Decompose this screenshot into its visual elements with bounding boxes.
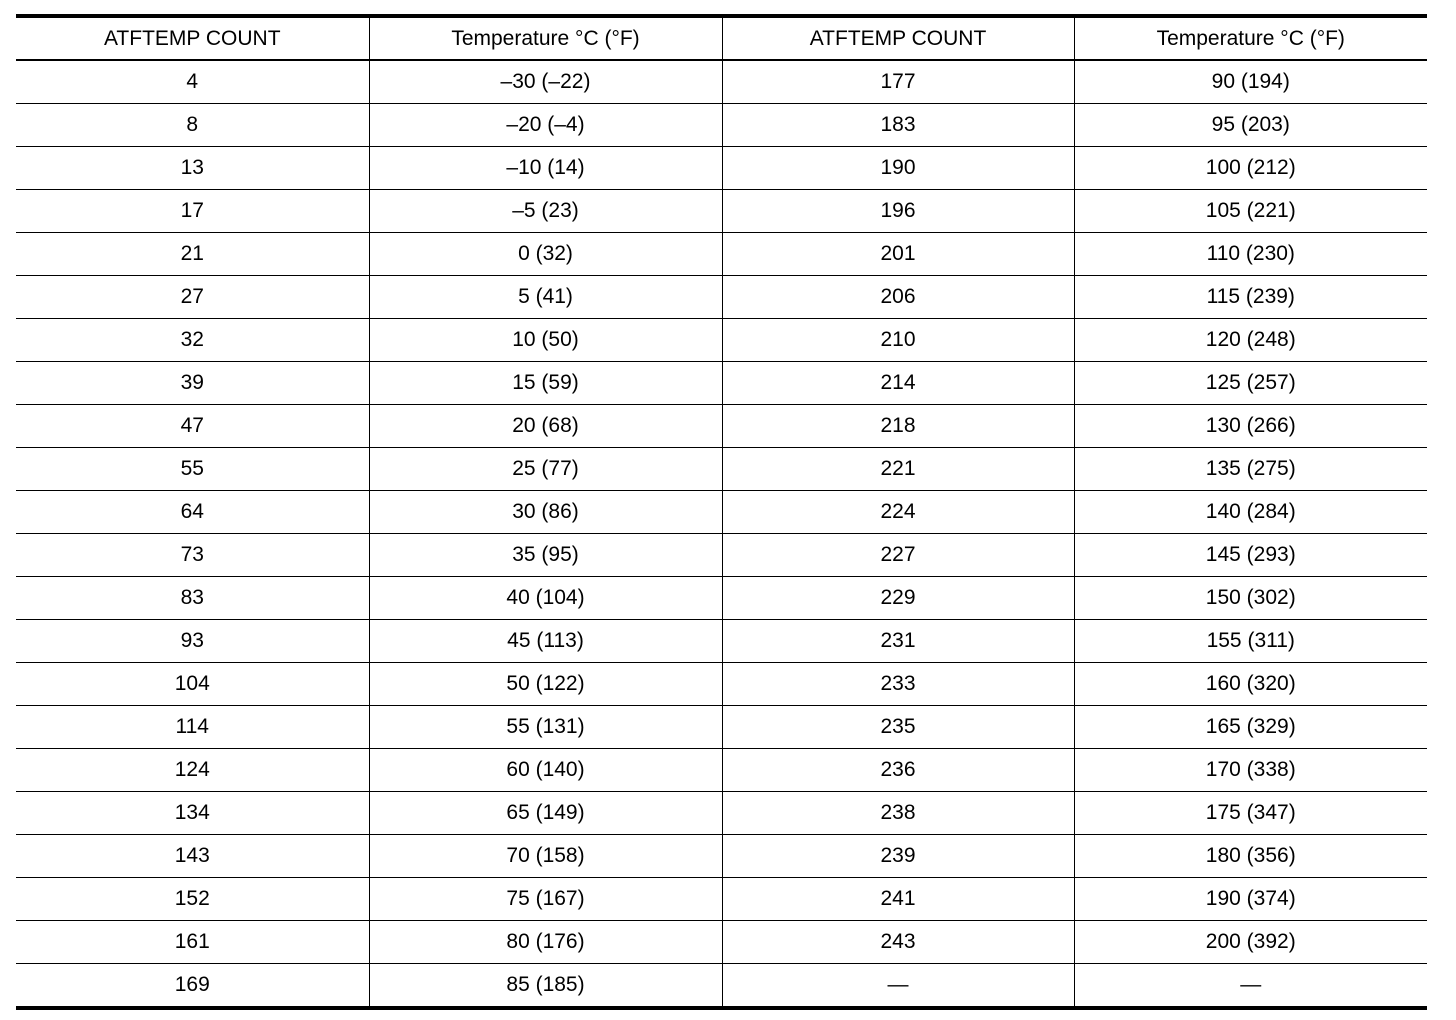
cell-temperature-left: 60 (140) [369,749,722,792]
header-temperature-left: Temperature °C (°F) [369,16,722,60]
cell-atftemp-count-left: 134 [16,792,369,835]
table-row [16,534,1427,577]
cell-temperature-left: 45 (113) [369,620,722,663]
cell-atftemp-count-right: 218 [722,405,1074,448]
cell-temperature-left: –10 (14) [369,147,722,190]
cell-atftemp-count-left: 104 [16,663,369,706]
table-row [16,362,1427,405]
cell-atftemp-count-left: 169 [16,964,369,1009]
cell-temperature-left: 5 (41) [369,276,722,319]
cell-temperature-left: 40 (104) [369,577,722,620]
header-atftemp-count-right: ATFTEMP COUNT [722,16,1074,60]
cell-temperature-right: 130 (266) [1074,405,1427,448]
cell-temperature-right: — [1074,964,1427,1009]
cell-temperature-right: 160 (320) [1074,663,1427,706]
cell-temperature-left: 30 (86) [369,491,722,534]
cell-atftemp-count-left: 124 [16,749,369,792]
cell-temperature-left: 55 (131) [369,706,722,749]
cell-temperature-right: 145 (293) [1074,534,1427,577]
cell-atftemp-count-right: 221 [722,448,1074,491]
cell-atftemp-count-right: 236 [722,749,1074,792]
cell-atftemp-count-left: 83 [16,577,369,620]
table-header [16,16,1427,60]
cell-temperature-right: 140 (284) [1074,491,1427,534]
table-row [16,104,1427,147]
table-row [16,147,1427,190]
cell-atftemp-count-right: 224 [722,491,1074,534]
cell-temperature-right: 90 (194) [1074,60,1427,104]
cell-temperature-right: 180 (356) [1074,835,1427,878]
cell-atftemp-count-left: 73 [16,534,369,577]
cell-temperature-left: 80 (176) [369,921,722,964]
table-row [16,233,1427,276]
cell-temperature-left: 50 (122) [369,663,722,706]
cell-temperature-right: 200 (392) [1074,921,1427,964]
table-row [16,448,1427,491]
cell-atftemp-count-right: — [722,964,1074,1009]
table-row [16,964,1427,1009]
atftemp-table-container [16,14,1427,1010]
cell-temperature-right: 105 (221) [1074,190,1427,233]
cell-temperature-right: 100 (212) [1074,147,1427,190]
cell-atftemp-count-right: 239 [722,835,1074,878]
table-row [16,749,1427,792]
table-row [16,577,1427,620]
cell-atftemp-count-right: 190 [722,147,1074,190]
cell-temperature-right: 135 (275) [1074,448,1427,491]
cell-temperature-right: 120 (248) [1074,319,1427,362]
cell-atftemp-count-left: 17 [16,190,369,233]
cell-atftemp-count-left: 161 [16,921,369,964]
cell-temperature-left: 35 (95) [369,534,722,577]
cell-atftemp-count-left: 39 [16,362,369,405]
cell-atftemp-count-left: 8 [16,104,369,147]
cell-temperature-right: 175 (347) [1074,792,1427,835]
cell-temperature-left: 85 (185) [369,964,722,1009]
cell-atftemp-count-right: 231 [722,620,1074,663]
cell-temperature-left: 65 (149) [369,792,722,835]
cell-atftemp-count-right: 233 [722,663,1074,706]
cell-temperature-right: 190 (374) [1074,878,1427,921]
cell-temperature-left: 15 (59) [369,362,722,405]
table-row [16,706,1427,749]
cell-temperature-right: 150 (302) [1074,577,1427,620]
cell-atftemp-count-right: 214 [722,362,1074,405]
cell-temperature-right: 95 (203) [1074,104,1427,147]
cell-atftemp-count-left: 27 [16,276,369,319]
cell-atftemp-count-right: 227 [722,534,1074,577]
cell-atftemp-count-right: 235 [722,706,1074,749]
cell-atftemp-count-left: 114 [16,706,369,749]
table-row [16,921,1427,964]
cell-atftemp-count-left: 47 [16,405,369,448]
cell-atftemp-count-left: 64 [16,491,369,534]
cell-atftemp-count-left: 93 [16,620,369,663]
atftemp-temperature-table [16,14,1427,1010]
cell-atftemp-count-right: 243 [722,921,1074,964]
table-row [16,792,1427,835]
cell-atftemp-count-left: 32 [16,319,369,362]
table-row [16,60,1427,104]
table-row [16,491,1427,534]
cell-atftemp-count-right: 177 [722,60,1074,104]
cell-atftemp-count-right: 241 [722,878,1074,921]
cell-atftemp-count-right: 210 [722,319,1074,362]
cell-atftemp-count-left: 13 [16,147,369,190]
cell-temperature-right: 170 (338) [1074,749,1427,792]
cell-temperature-left: 10 (50) [369,319,722,362]
table-row [16,620,1427,663]
cell-atftemp-count-left: 152 [16,878,369,921]
cell-temperature-right: 155 (311) [1074,620,1427,663]
table-row [16,276,1427,319]
table-row [16,190,1427,233]
cell-temperature-right: 115 (239) [1074,276,1427,319]
header-atftemp-count-left: ATFTEMP COUNT [16,16,369,60]
cell-temperature-left: –30 (–22) [369,60,722,104]
cell-temperature-left: 70 (158) [369,835,722,878]
cell-atftemp-count-right: 229 [722,577,1074,620]
cell-atftemp-count-left: 4 [16,60,369,104]
table-row [16,663,1427,706]
table-row [16,319,1427,362]
cell-atftemp-count-left: 21 [16,233,369,276]
table-row [16,835,1427,878]
cell-temperature-left: 75 (167) [369,878,722,921]
table-row [16,405,1427,448]
cell-atftemp-count-right: 196 [722,190,1074,233]
cell-temperature-left: 20 (68) [369,405,722,448]
cell-temperature-left: 25 (77) [369,448,722,491]
table-row [16,878,1427,921]
header-temperature-right: Temperature °C (°F) [1074,16,1427,60]
cell-temperature-right: 110 (230) [1074,233,1427,276]
cell-temperature-right: 165 (329) [1074,706,1427,749]
cell-temperature-left: –20 (–4) [369,104,722,147]
cell-atftemp-count-left: 143 [16,835,369,878]
table-body [16,60,1427,1008]
cell-atftemp-count-right: 238 [722,792,1074,835]
cell-atftemp-count-right: 206 [722,276,1074,319]
header-row [16,16,1427,60]
cell-atftemp-count-right: 183 [722,104,1074,147]
cell-temperature-right: 125 (257) [1074,362,1427,405]
cell-atftemp-count-right: 201 [722,233,1074,276]
cell-atftemp-count-left: 55 [16,448,369,491]
cell-temperature-left: –5 (23) [369,190,722,233]
cell-temperature-left: 0 (32) [369,233,722,276]
